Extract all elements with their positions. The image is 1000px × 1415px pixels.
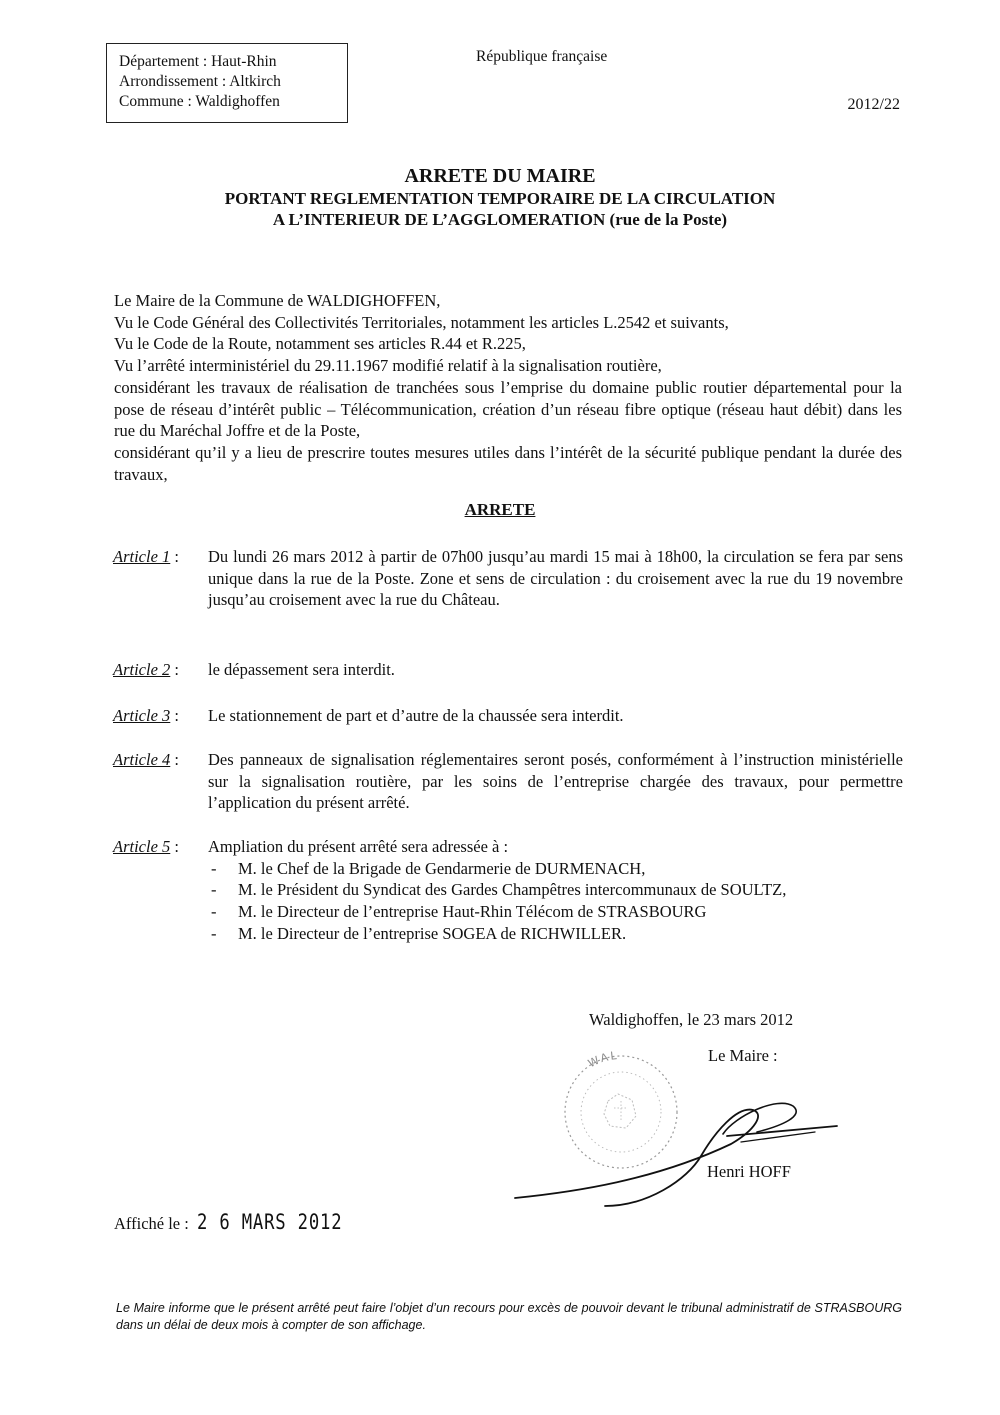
preamble-considerant-securite: considérant qu’il y a lieu de prescrire toutes mesures utiles dans l’intérêt de la sécurité publique pendant la durée des travaux,	[114, 442, 902, 484]
article-label: Article 3	[113, 706, 171, 725]
stamp-text: WAL	[585, 1048, 620, 1071]
preamble-considerant-travaux: considérant les travaux de réalisation de tranchées sous l’emprise du domaine public routier départemental pour la pose de réseau d’intérêt public – Télécommunication, création d’un réseau fibre optique (réseau haut débit) dans les rue du Maréchal Joffre et de la Poste,	[114, 377, 902, 441]
legal-notice-footer: Le Maire informe que le présent arrêté peut faire l’objet d’un recours pour excès de pouvoir devant le tribunal administratif de STRASBOURG dans un délai de deux mois à compter de son affichage.	[116, 1301, 902, 1332]
article-5: Article 5 : Ampliation du présent arrêté sera adressée à : - M. le Chef de la Brigade de Gendarmerie de DURMENACH, - M. le Président du Syndicat des Gardes Champêtres intercommunaux de SOULTZ, - M. le Directeur de l’entreprise Haut-Rhin Télécom de STRASBOURG - M. le Directeur de l’entreprise SOGEA de RICHWILLER.	[113, 836, 903, 945]
article-text: Le stationnement de part et d’autre de la chaussée sera interdit.	[208, 706, 624, 725]
arrete-heading: ARRETE	[464, 500, 536, 519]
article-text: Du lundi 26 mars 2012 à partir de 07h00 jusqu’au mardi 15 mai à 18h00, la circulation se fera par sens unique dans la rue de la Poste. Zone et sens de circulation : du croisement avec la rue du 19 novembre jusqu’au croisement avec la rue du Château.	[208, 547, 903, 610]
article-4: Article 4 : Des panneaux de signalisation réglementaires seront posés, conformément à l’instruction ministérielle sur la signalisation routière, par les soins de l’entreprise chargée des travaux, pour permettre l’application du présent arrêté.	[113, 750, 903, 813]
article-2: Article 2 : le dépassement sera interdit.	[113, 659, 903, 681]
article-text: Ampliation du présent arrêté sera adressée à :	[208, 837, 509, 856]
preamble	[114, 290, 902, 485]
title-line-3: A L’INTERIEUR DE L’AGGLOMERATION (rue de la Poste)	[272, 210, 728, 229]
title-line-2: PORTANT REGLEMENTATION TEMPORAIRE DE LA CIRCULATION	[224, 189, 776, 208]
title-line-1: ARRETE DU MAIRE	[404, 165, 596, 187]
article-label: Article 1	[113, 547, 171, 566]
preamble-vu-arrete: Vu l’arrêté interministériel du 29.11.1967 modifié relatif à la signalisation routière,	[114, 356, 662, 376]
commune-line: Commune : Waldighoffen	[119, 93, 280, 110]
arrondissement-line: Arrondissement : Altkirch	[119, 73, 281, 90]
affichage-label: Affiché le :	[114, 1214, 189, 1233]
article-text: le dépassement sera interdit.	[208, 660, 395, 679]
preamble-vu-code-route: Vu le Code de la Route, notamment ses articles R.44 et R.225,	[114, 334, 526, 354]
preamble-vu-cgct: Vu le Code Général des Collectivités Territoriales, notamment les articles L.2542 et suivants,	[114, 312, 729, 332]
recipient-item: - M. le Chef de la Brigade de Gendarmerie de DURMENACH,	[208, 858, 903, 880]
recipient-item: - M. le Président du Syndicat des Gardes Champêtres intercommunaux de SOULTZ,	[208, 879, 903, 901]
reference-number: 2012/22	[847, 96, 900, 113]
article-label: Article 4	[113, 750, 171, 769]
article-3: Article 3 : Le stationnement de part et d’autre de la chaussée sera interdit.	[113, 705, 903, 727]
affichage-date-stamp: 2 6 MARS 2012	[196, 1210, 343, 1234]
article-text: Des panneaux de signalisation réglementaires seront posés, conformément à l’instruction ministérielle sur la signalisation routière, par les soins de l’entreprise chargée des travaux, pour permettre l’application du présent arrêté.	[208, 750, 903, 813]
signature-place-date: Waldighoffen, le 23 mars 2012	[589, 1010, 794, 1029]
mayor-name: Henri HOFF	[707, 1162, 791, 1181]
article-label: Article 2	[113, 660, 171, 679]
preamble-mayor: Le Maire de la Commune de WALDIGHOFFEN,	[114, 291, 441, 310]
svg-text:WAL	[586, 1049, 619, 1070]
administrative-info-box	[106, 43, 348, 123]
article-1: Article 1 : Du lundi 26 mars 2012 à partir de 07h00 jusqu’au mardi 15 mai à 18h00, la circulation se fera par sens unique dans la rue de la Poste. Zone et sens de circulation : du croisement avec la rue du 19 novembre jusqu’au croisement avec la rue du Château.	[113, 547, 903, 610]
mayor-title: Le Maire :	[708, 1046, 778, 1065]
recipients-list	[208, 858, 903, 945]
document-title	[0, 164, 1000, 230]
recipient-item: - M. le Directeur de l’entreprise SOGEA de RICHWILLER.	[208, 923, 903, 945]
mayor-handwritten-signature	[505, 1080, 845, 1210]
recipient-item: - M. le Directeur de l’entreprise Haut-Rhin Télécom de STRASBOURG	[208, 901, 903, 923]
article-label: Article 5	[113, 837, 171, 856]
republique-heading: République française	[476, 48, 608, 65]
affichage-line	[114, 1210, 374, 1234]
departement-line: Département : Haut-Rhin	[119, 53, 277, 70]
